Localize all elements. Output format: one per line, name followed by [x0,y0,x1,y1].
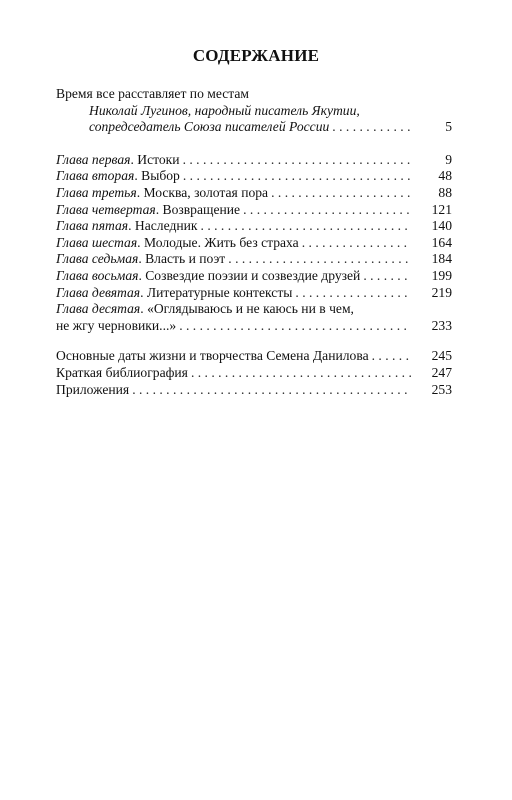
toc-entry-chapter-4[interactable]: Глава четвертая. Возвращение . . . 121 [56,202,452,219]
toc-entry-bibliography[interactable] [56,365,452,382]
page-title: СОДЕРЖАНИЕ [192,46,320,65]
chapter-title: Власть и поэт [145,251,226,267]
dot-leader [179,318,411,335]
toc-entry-chapter-8[interactable]: Глава восьмая. Созвездие поэзии и созвездие друзей . . . 199 [56,268,452,285]
toc-entry-chapter-6[interactable]: Глава шестая. Молодые. Жить без страха . . . 164 [56,235,452,252]
table-of-contents [56,86,452,398]
dot-leader [363,268,411,285]
chapter-label: Глава девятая [56,284,141,300]
appendix-title: Краткая библиография [56,364,188,380]
page-number: 88 [438,184,452,200]
page-number: 5 [445,119,452,135]
page-number: 184 [431,251,452,267]
intro-author: Николай Лугинов, народный писатель Якутии, [89,102,360,118]
dot-leader [228,251,411,268]
chapter-title: Молодые. Жить без страха [143,234,299,250]
toc-entry-dates[interactable] [56,348,452,365]
chapter-label: Глава десятая [56,301,141,317]
toc-entry-chapter-3[interactable]: Глава третья. Москва, золотая пора . . . 88 [56,185,452,202]
page-number: 140 [431,218,452,234]
chapter-title: «Оглядываюсь и не каюсь ни в чем, [147,301,354,317]
dot-leader [332,119,411,136]
toc-intro-author [56,103,452,120]
toc-entry-appendices[interactable] [56,382,452,399]
page-number: 247 [431,364,452,380]
dot-leader [372,348,411,365]
page-number: 48 [438,168,452,184]
page-number: 219 [431,284,452,300]
page-number: 233 [431,317,452,333]
appendix-title: Основные даты жизни и творчества Семена Данилова [56,348,369,364]
chapter-title: Литературные контексты [146,284,293,300]
chapter-label: Глава четвертая [56,201,156,217]
toc-intro-role[interactable] [56,119,452,136]
toc-entry-chapter-2[interactable]: Глава вторая. Выбор . . . 48 [56,168,452,185]
chapter-label: Глава первая [56,151,131,167]
toc-entry-chapter-9[interactable]: Глава девятая. Литературные контексты . . . 219 [56,285,452,302]
dot-leader [183,168,411,185]
toc-entry-chapter-5[interactable]: Глава пятая. Наследник . . . 140 [56,218,452,235]
toc-entry-chapter-10-cont[interactable] [56,318,452,335]
chapter-title: Созвездие поэзии и созвездие друзей [145,267,361,283]
dot-leader [201,218,411,235]
chapter-title: Москва, золотая пора [143,184,269,200]
dot-leader [183,152,411,169]
dot-leader [295,285,411,302]
toc-entry-chapter-10: Глава десятая. «Оглядываюсь и не каюсь ни в чем, [56,301,354,317]
page-number: 9 [445,151,452,167]
chapter-title: Наследник [134,218,198,234]
dot-leader [191,365,411,382]
dot-leader [132,382,411,399]
chapter-title: Возвращение [162,201,241,217]
chapter-title-continuation: не жгу черновики...» [56,317,177,333]
dot-leader [302,235,411,252]
page-number: 199 [431,267,452,283]
page-number: 253 [431,381,452,397]
chapter-label: Глава седьмая [56,251,139,267]
dot-leader [271,185,411,202]
chapter-label: Глава пятая [56,218,129,234]
page-number: 245 [431,348,452,364]
toc-intro-title [56,86,452,103]
chapter-label: Глава восьмая [56,267,139,283]
toc-entry-chapter-7[interactable]: Глава седьмая. Власть и поэт . . . 184 [56,251,452,268]
page-number: 121 [431,201,452,217]
chapter-title: Истоки [137,151,180,167]
intro-author-role: сопредседатель Союза писателей России [89,119,330,135]
chapter-label: Глава вторая [56,168,135,184]
toc-entry-chapter-1[interactable]: Глава первая. Истоки . . . 9 [56,152,452,169]
dot-leader [243,202,411,219]
chapter-label: Глава шестая [56,234,138,250]
intro-title: Время все расставляет по местам [56,86,250,101]
chapter-title: Выбор [141,168,180,184]
chapter-label: Глава третья [56,184,137,200]
page-number: 164 [431,234,452,250]
appendix-title: Приложения [56,381,130,397]
